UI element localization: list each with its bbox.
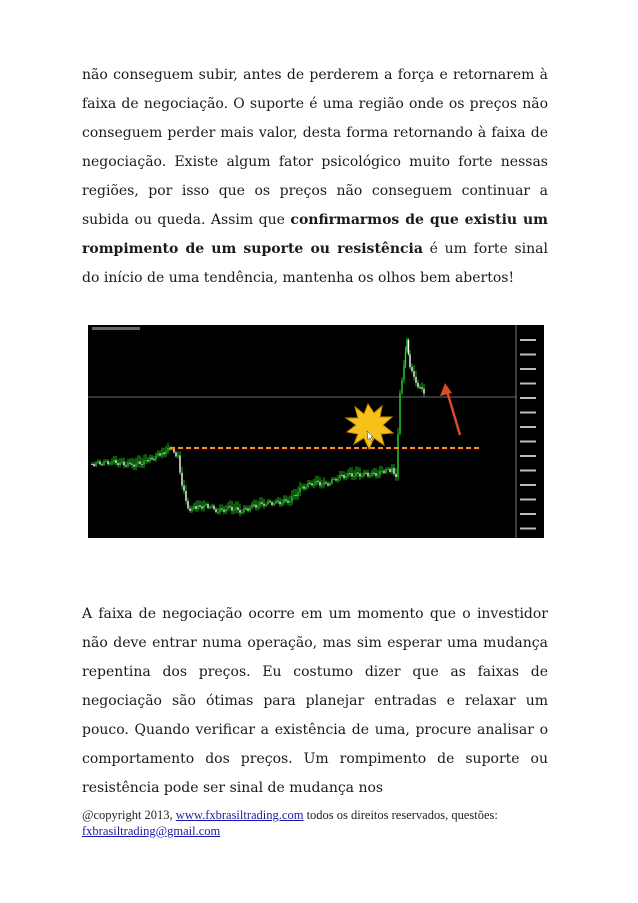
candle-body (331, 479, 332, 484)
candle-body (183, 486, 184, 491)
candle-body (361, 476, 362, 477)
footer (82, 807, 562, 839)
candle-body (105, 461, 106, 462)
footer-middle-text: todos os direitos reservados, questões: (303, 808, 498, 822)
candle-body (285, 499, 286, 500)
candle-body (293, 495, 294, 496)
candle-body (315, 481, 316, 484)
candle-body (219, 508, 220, 512)
candle-body (95, 463, 96, 466)
candle-body (355, 473, 356, 476)
candle-body (115, 460, 116, 463)
candle-body (255, 505, 256, 508)
candle-body (313, 484, 314, 486)
candle-body (189, 508, 190, 511)
candle-body (379, 471, 380, 475)
candle-body (233, 510, 234, 511)
candle-body (239, 510, 240, 513)
candle-body (401, 380, 402, 393)
candle-body (273, 503, 274, 505)
candle-body (323, 482, 324, 484)
candle-body (319, 482, 320, 486)
candle-body (147, 460, 148, 461)
chart-caption-blur (92, 327, 140, 330)
candle-body (309, 483, 310, 484)
candle-body (295, 495, 296, 496)
candle-body (243, 508, 244, 512)
candle-body (217, 512, 218, 513)
candle-body (311, 484, 312, 486)
candle-body (187, 501, 188, 508)
candle-body (133, 465, 134, 467)
candle-body (225, 509, 226, 512)
candle-body (397, 434, 398, 477)
candle-body (339, 475, 340, 479)
candle-body (419, 387, 420, 388)
scale-tick-mark (520, 368, 536, 370)
candle-body (307, 483, 308, 487)
scale-tick-mark (520, 397, 536, 399)
scale-tick-mark (520, 339, 536, 341)
scale-tick-mark (520, 383, 536, 385)
footer-copyright: @copyright 2013, (82, 808, 176, 822)
candle-body (333, 479, 334, 480)
candle-body (161, 453, 162, 456)
candle-body (223, 510, 224, 512)
candle-body (329, 484, 330, 486)
candle-body (201, 507, 202, 509)
candle-body (271, 502, 272, 505)
candle-body (97, 461, 98, 463)
candle-body (177, 456, 178, 457)
candle-body (257, 506, 258, 508)
candle-body (403, 365, 404, 380)
candle-body (167, 448, 168, 451)
candle-body (359, 474, 360, 477)
candle-body (159, 453, 160, 455)
candle-body (251, 505, 252, 508)
candle-body (195, 506, 196, 509)
price-chart-image (88, 325, 544, 538)
candle-body (411, 367, 412, 371)
candle-body (279, 502, 280, 505)
scale-tick-mark (520, 354, 536, 356)
candle-body (389, 469, 390, 472)
candle-body (209, 507, 210, 508)
paragraph-1 (82, 61, 548, 293)
candle-body (371, 473, 372, 476)
scale-tick-mark (520, 441, 536, 443)
candle-body (399, 393, 400, 434)
candle-body (153, 459, 154, 460)
candle-body (175, 453, 176, 457)
candle-body (277, 501, 278, 502)
candle-body (265, 504, 266, 505)
candle-body (215, 509, 216, 512)
price-chart-svg (88, 325, 544, 538)
candle-body (365, 473, 366, 474)
candle-body (213, 506, 214, 509)
candle-body (231, 507, 232, 511)
candle-body (99, 461, 100, 464)
candle-body (191, 509, 192, 511)
candle-body (383, 471, 384, 473)
candle-body (151, 458, 152, 459)
candle-body (317, 481, 318, 482)
candle-body (343, 475, 344, 478)
candle-body (377, 475, 378, 476)
footer-site-link[interactable]: www.fxbrasiltrading.com (175, 808, 304, 822)
candle-body (91, 464, 92, 465)
candle-body (173, 449, 174, 453)
paragraph-1-bold: confirmarmos de que existiu um rompimento de um suporte ou resistência (82, 212, 548, 257)
candle-body (113, 460, 114, 462)
candle-body (127, 463, 128, 466)
candle-body (283, 499, 284, 503)
candle-body (101, 464, 102, 465)
candle-body (301, 487, 302, 488)
candle-body (405, 352, 406, 366)
candle-body (135, 464, 136, 467)
candle-body (181, 473, 182, 486)
candle-body (263, 504, 264, 506)
candle-body (406, 340, 407, 352)
candle-body (137, 461, 138, 463)
candle-body (423, 389, 424, 394)
candle-body (241, 512, 242, 513)
candle-body (281, 503, 282, 505)
candle-body (373, 473, 374, 474)
candle-body (129, 463, 130, 464)
candle-body (93, 464, 94, 466)
candle-body (375, 473, 376, 476)
candle-body (297, 492, 298, 496)
candle-body (305, 487, 306, 489)
chart-background (88, 325, 544, 538)
candle-body (193, 506, 194, 509)
candle-body (249, 508, 250, 511)
candle-body (211, 506, 212, 508)
candle-body (421, 387, 422, 389)
candle-body (299, 488, 300, 493)
candle-body (237, 507, 238, 510)
candle-body (207, 504, 208, 508)
candle-body (408, 340, 409, 355)
candle-body (139, 461, 140, 464)
candle-body (349, 473, 350, 474)
candle-body (109, 463, 110, 464)
candle-body (205, 504, 206, 505)
candle-body (185, 491, 186, 501)
candle-body (395, 474, 396, 477)
candle-body (203, 505, 204, 508)
candle-body (245, 508, 246, 509)
candle-body (291, 496, 292, 501)
candle-body (417, 383, 418, 387)
candle-body (415, 377, 416, 383)
candle-body (117, 463, 118, 465)
candle-body (197, 505, 198, 509)
paragraph-1-text-a: não conseguem subir, antes de perderem a força e retornarem à faixa de negociação. O suporte é uma região onde os preços não conseguem perder mais valor, desta forma retornando à faixa de negociação. Existe algum fator psicológico muito forte nessas regiões, por isso que os preços não conseguem continuar a subida ou queda. Assim que (82, 67, 548, 228)
scale-tick-mark (520, 426, 536, 428)
scale-tick-mark (520, 455, 536, 457)
candle-body (327, 483, 328, 485)
candle-body (247, 509, 248, 511)
candle-body (387, 469, 388, 470)
candle-body (221, 508, 222, 509)
candle-body (321, 485, 322, 486)
candle-body (259, 502, 260, 505)
candle-body (131, 464, 132, 465)
candle-body (275, 501, 276, 503)
candle-body (149, 458, 150, 462)
scale-tick-mark (520, 470, 536, 472)
candle-body (347, 473, 348, 476)
candle-body (381, 471, 382, 472)
candle-body (303, 487, 304, 489)
candle-body (121, 462, 122, 463)
candle-body (341, 475, 342, 476)
candle-body (325, 482, 326, 483)
candle-body (111, 462, 112, 463)
candle-body (337, 479, 338, 481)
candle-body (123, 462, 124, 466)
candle-body (119, 462, 120, 465)
paragraph-1-text-b: é um forte sinal do início de uma tendência, mantenha os olhos bem abertos! (82, 241, 548, 286)
candle-body (367, 473, 368, 476)
candle-body (393, 468, 394, 474)
candle-body (409, 355, 410, 368)
candle-body (391, 468, 392, 472)
candle-body (143, 461, 144, 465)
candle-body (141, 464, 142, 465)
scale-tick-mark (520, 528, 536, 530)
candle-body (351, 473, 352, 476)
candle-body (107, 461, 108, 464)
candle-body (287, 501, 288, 503)
candle-body (227, 506, 228, 509)
candle-body (229, 506, 230, 507)
scale-tick-mark (520, 513, 536, 515)
candle-body (369, 476, 370, 477)
candle-body (103, 461, 104, 465)
candle-body (413, 371, 414, 377)
candle-body (269, 501, 270, 502)
candle-body (345, 476, 346, 478)
candle-body (353, 476, 354, 477)
scale-tick-mark (520, 499, 536, 501)
candle-body (163, 453, 164, 455)
candle-body (235, 507, 236, 509)
candle-body (253, 505, 254, 506)
candle-body (125, 465, 126, 466)
scale-tick-mark (520, 412, 536, 414)
footer-email-link[interactable]: fxbrasiltrading@gmail.com (82, 824, 221, 838)
candle-body (335, 479, 336, 481)
candle-body (155, 456, 156, 460)
paragraph-2: A faixa de negociação ocorre em um momento que o investidor não deve entrar numa operação, mas sim esperar uma mudança repentina dos preços. Eu costumo dizer que as faixas de negociação são ótimas para planejar entradas e relaxar um pouco. Quando verificar a existência de uma, procure analisar o comportamento dos preços. Um rompimento de suporte ou resistência pode ser sinal de mudança nos (82, 606, 548, 796)
candle-body (261, 502, 262, 504)
candle-body (289, 501, 290, 502)
candle-body (145, 460, 146, 461)
candle-body (267, 501, 268, 504)
candle-body (363, 473, 364, 476)
candle-body (385, 469, 386, 473)
candle-body (357, 473, 358, 474)
scale-tick-mark (520, 484, 536, 486)
candle-body (179, 456, 180, 473)
candle-body (199, 505, 200, 506)
candle-body (157, 453, 158, 455)
candle-body (165, 451, 166, 454)
